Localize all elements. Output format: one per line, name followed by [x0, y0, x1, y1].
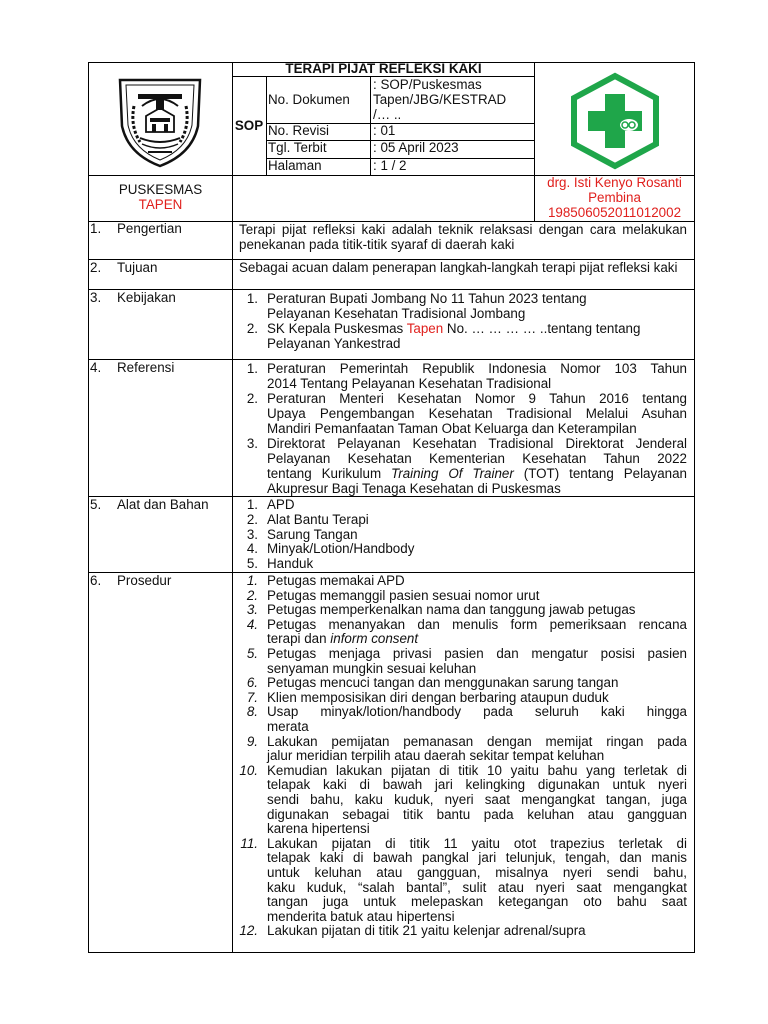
referensi-item-line: tentang Kurikulum Training Of Trainer (TOT) tentang Pelayanan	[267, 466, 687, 481]
no-dokumen-value-line1: : SOP/Puskesmas	[373, 77, 482, 92]
step-line: Petugas mencuci tangan dan menggunakan sarung tangan	[267, 675, 619, 691]
section-number: 6.	[90, 573, 102, 588]
section-label: Referensi	[117, 360, 175, 375]
signer-role: Pembina	[588, 190, 641, 205]
section-label: Prosedur	[117, 573, 172, 588]
halaman-value: : 1 / 2	[373, 158, 407, 173]
step-line: merata	[267, 719, 309, 734]
label-divider	[370, 76, 371, 176]
step-number: 5.	[246, 646, 258, 661]
step-number: 1.	[246, 573, 258, 588]
list-number: 2.	[246, 511, 258, 527]
step-number: 8.	[246, 704, 258, 720]
step-number: 9.	[246, 733, 258, 749]
step-number: 2.	[246, 587, 258, 603]
section-label: Alat dan Bahan	[117, 497, 209, 512]
alat-item: Alat Bantu Terapi	[267, 511, 369, 527]
col-divider-left	[232, 62, 233, 953]
step-line: telapak kaki di bawah pangkal jari telunjuk, tengah, dan manis	[267, 850, 687, 866]
section-number: 4.	[90, 360, 102, 375]
border-bottom	[88, 952, 695, 953]
kebijakan-item-line: SK Kepala Puskesmas Tapen No. … … … … ..tentang tentang	[267, 321, 641, 336]
referensi-item-line: Peraturan Pemerintah Republik Indonesia Nomor 103 Tahun	[267, 361, 687, 376]
section-number: 1.	[90, 221, 102, 236]
regency-emblem-logo	[112, 76, 208, 168]
step-line: Petugas memperkenalkan nama dan tanggung jawab petugas	[267, 602, 636, 618]
step-line: sendi bahu, kaku kuduk, nyeri saat mengangkat tangan, juga	[267, 792, 687, 807]
step-line: Lakukan pijatan di titik 11 yaitu otot trapezius terletak di	[267, 835, 687, 851]
kebijakan-item-line: Pelayanan Kesehatan Tradisional Jombang	[267, 306, 526, 321]
list-number: 3.	[246, 436, 258, 451]
list-number: 1.	[246, 291, 258, 306]
document-title: TERAPI PIJAT REFLEKSI KAKI	[285, 61, 482, 76]
step-line: Kemudian lakukan pijatan di titik 10 yaitu bahu yang terletak di	[267, 762, 687, 778]
step-line: karena hipertensi	[267, 821, 370, 837]
step-line: Petugas menanyakan dan menulis form pemeriksaan rencana	[267, 616, 687, 632]
alat-item: Minyak/Lotion/Handbody	[267, 541, 415, 557]
alat-item: APD	[267, 497, 295, 512]
step-number: 4.	[246, 616, 258, 632]
section-number: 2.	[90, 260, 102, 275]
list-number: 1.	[246, 497, 258, 512]
step-line: terapi dan inform consent	[267, 631, 419, 647]
alat-item: Sarung Tangan	[267, 526, 358, 542]
list-number: 2.	[246, 321, 258, 336]
no-dokumen-value-line2: Tapen/JBG/KESTRAD	[373, 92, 507, 107]
referensi-item-line: Direktorat Pelayanan Kesehatan Tradisional Direktorat Jenderal	[267, 436, 687, 451]
referensi-item-line: Peraturan Menteri Kesehatan Nomor 9 Tahun 2016 tentang	[267, 391, 687, 406]
step-line: tangan juga untuk melepaskan ketegangan oto bahu saat	[267, 894, 687, 910]
referensi-item-line: 2014 Tentang Pelayanan Kesehatan Tradisional	[267, 376, 552, 391]
border-right	[694, 62, 695, 953]
list-number: 1.	[246, 361, 258, 376]
section-label: Pengertian	[117, 221, 182, 236]
referensi-item-line: Upaya Pengembangan Kesehatan Tradisional Melalui Asuhan	[267, 406, 687, 421]
no-revisi-label: No. Revisi	[268, 123, 330, 138]
puskesmas-name: TAPEN	[138, 197, 183, 212]
list-number: 3.	[246, 526, 258, 542]
no-dokumen-label: No. Dokumen	[268, 92, 350, 107]
step-number: 10.	[239, 762, 258, 778]
list-number: 5.	[246, 556, 258, 572]
step-number: 6.	[246, 675, 258, 691]
signer-nip: 198506052011012002	[547, 205, 682, 220]
alat-item: Handuk	[267, 556, 314, 572]
puskesmas-logo	[568, 72, 662, 170]
tgl-terbit-value: : 05 April 2023	[373, 140, 459, 155]
sop-label: SOP	[234, 118, 264, 133]
step-line: Petugas menjaga privasi pasien dan mengatur posisi pasien	[267, 646, 687, 661]
step-line: Petugas memanggil pasien sesuai nomor urut	[267, 587, 540, 603]
kebijakan-item-line: Peraturan Bupati Jombang No 11 Tahun 2023 tentang	[267, 291, 587, 306]
step-line: Lakukan pemijatan pemanasan dengan memijat ringan pada	[267, 733, 687, 749]
tujuan-text: Sebagai acuan dalam penerapan langkah-langkah terapi pijat refleksi kaki	[239, 260, 678, 275]
section-label: Tujuan	[117, 260, 158, 275]
step-line: Usap minyak/lotion/handbody pada seluruh kaki hingga	[267, 704, 687, 720]
referensi-item-line: Mandiri Pemanfaatan Taman Obat Keluarga dan Keterampilan	[267, 421, 637, 436]
row-line-referensi	[88, 359, 695, 360]
step-number: 11.	[240, 835, 258, 851]
step-line: jalur meridian terpilih atau daerah sekitar tempat keluhan	[267, 748, 605, 764]
referensi-item-line: Pelayanan Kesehatan Kementerian Kesehatan Tahun 2022	[267, 451, 687, 466]
step-line: untuk keluhan atau gangguan, misalnya nyeri sendi bahu,	[267, 865, 687, 880]
step-number: 12.	[239, 923, 258, 939]
step-line: Lakukan pijatan di titik 21 yaitu kelenjar adrenal/supra	[267, 923, 586, 939]
step-line: kaku kuduk, “salah bantal”, sulit atau nyeri saat mengangkat	[267, 879, 687, 895]
sop-divider	[266, 76, 267, 176]
halaman-label: Halaman	[268, 158, 322, 173]
step-number: 7.	[246, 689, 258, 705]
section-number: 5.	[90, 497, 102, 512]
puskesmas-label: PUSKESMAS	[118, 182, 203, 197]
signer-name: drg. Isti Kenyo Rosanti	[547, 175, 682, 190]
referensi-item-line: Akupresur Bagi Tenaga Kesehatan di Puskesmas	[267, 481, 561, 496]
step-line: telapak kaki di bawah jari kelingking digunakan untuk nyeri	[267, 777, 687, 793]
list-number: 2.	[246, 391, 258, 406]
no-revisi-value: : 01	[373, 123, 396, 138]
no-dokumen-value-line3: /… ..	[373, 107, 402, 122]
pengertian-text: Terapi pijat refleksi kaki adalah teknik relaksasi dengan cara melakukan penekanan pada titik-titik syaraf di daerah kaki	[239, 222, 687, 252]
row-line-kebijakan	[88, 289, 695, 290]
section-label: Kebijakan	[117, 290, 176, 305]
tgl-terbit-label: Tgl. Terbit	[268, 140, 327, 155]
step-number: 3.	[246, 602, 258, 618]
list-number: 4.	[246, 541, 258, 557]
step-line: menderita batuk atau hipertensi	[267, 908, 455, 924]
step-line: digunakan sebagai titik bantu pada keluhan atau gangguan	[267, 806, 687, 822]
step-line: Petugas memakai APD	[267, 573, 405, 588]
section-number: 3.	[90, 290, 102, 305]
kebijakan-item-line: Pelayanan Yankestrad	[267, 336, 401, 351]
step-line: Klien memposisikan diri dengan berbaring ataupun duduk	[267, 689, 609, 705]
step-line: senyaman mungkin sesuai keluhan	[267, 660, 477, 676]
